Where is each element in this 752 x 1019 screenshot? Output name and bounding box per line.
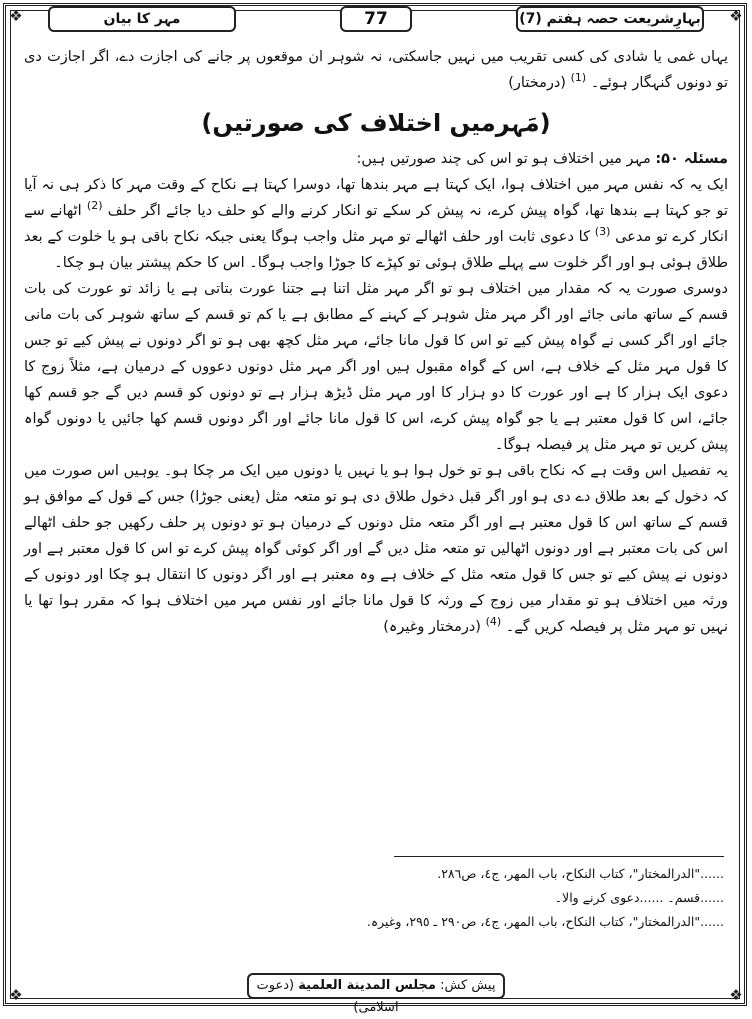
paragraph-1: ایک یہ کہ نفس مہر میں اختلاف ہوا، ایک کہتا ہے مہر بندھا تھا، دوسرا کہتا ہے نکاح کے وقت مہر کا ذکر ہی نہ آیا تو جو کہتا ہے بندھا تھا، گواہ پیش کرے، نہ پیش کر سکے تو انکار کرنے والے کو حلف دیا جائے اگر حلف $^{(2)}$ اٹھانے سے انکار کرے تو مدعی $^{(3)}$ کا دعوی ثابت اور حلف اٹھالے تو مہر مثل واجب ہوگا یعنی جبکہ نکاح باقی ہو یا خلوت کے بعد طلاق ہوئی ہو اور اگر خلوت سے پہلے طلاق ہوئی تو کپڑے کا جوڑا واجب ہوگا۔ اس کا حکم پیشتر بیان ہو چکا۔ (24, 177, 729, 271)
footnote-ref: (2) (86, 199, 103, 213)
footnote-2: ......قسم۔ ......دعوی کرنے والا۔ (554, 890, 724, 905)
masala-paragraph: مسئلہ ۵۰: مہر میں اختلاف ہو تو اس کی چند صورتیں ہیں: (356, 151, 728, 167)
chapter-title-box: مہر کا بیان (48, 6, 236, 32)
page-footer (247, 973, 505, 1015)
page-number: 77 (340, 6, 412, 32)
page-body (24, 44, 728, 640)
footnotes (28, 862, 724, 934)
masala-label: مسئلہ ۵۰: (655, 151, 728, 167)
corner-ornament-icon: ❖ (729, 986, 743, 1004)
footnote-ref: (3) (594, 225, 611, 239)
source-citation: (درمختار وغیرہ) (383, 619, 481, 635)
footnote-1: ......"الدرالمختار"، کتاب النکاح، باب المھر، ج٤، ص٢٨٦. (437, 866, 724, 881)
paragraph-3: یہ تفصیل اس وقت ہے کہ نکاح باقی ہو تو خول ہوا ہو یا نہیں یا دونوں میں ایک مر چکا ہو۔ یوہیں اس صورت میں کہ دخول کے بعد طلاق دے دی ہو اور اگر قبل دخول طلاق دی ہو تو متعہ مثل (یعنی جوڑا) جس کے قول کے موافق ہو قسم کے ساتھ اس کا قول معتبر ہے اور اگر متعہ مثل دونوں کے درمیان ہو تو دونوں پر حلف رکھیں جو حلف اٹھالے اس کی بات معتبر ہے اور دونوں اٹھالیں تو متعہ مثل دیں گے اور اگر کوئی گواہ پیش کرے تو اس کا قول معتبر ہے اور دونوں نے پیش کیے تو جس کا قول متعہ مثل کے خلاف ہے وہ معتبر ہے اور اگر دونوں کا انتقال ہو چکا اور دونوں کے ورثہ میں اختلاف ہو تو مقدار میں زوج کے ورثہ کا قول مانا جائے اور نفس مہر میں اختلاف ہوا کہ مقرر ہوا تھا یا نہیں تو مہر مثل پر فیصلہ کریں گے۔ $^{(4)}$ (درمختار وغیرہ) (24, 463, 728, 635)
paragraph-2: دوسری صورت یہ کہ مقدار میں اختلاف ہو تو اگر مہر مثل اتنا ہے جتنا عورت بتاتی ہے یا زائد تو عورت کی بات قسم کے ساتھ مانی جائے اور اگر مہر مثل شوہر کے کہنے کے مطابق ہے یا کم تو قسم کے ساتھ شوہر کی بات مانی جائے اور اگر کسی نے گواہ پیش کیے تو اس کا قول مانا جائے، مہر مثل کچھ بھی ہو تو اگر دونوں نے پیش کیے تو جس کا قول مہر مثل کے خلاف ہے، اس کے گواہ مقبول ہیں اور اگر مہر مثل دونوں دعووں کے درمیان ہے، مثلاً زوج کا دعوی ایک ہزار کا ہے اور عورت کا دو ہزار کا اور مہر مثل ڈیڑھ ہزار ہے تو دونوں کو قسم دیں گے جو قسم کھا جائے، اس کا قول معتبر ہے یا جو گواہ پیش کرے، اس کا قول مانا جائے اور اگر دونوں قسم کھا جائیں یا دونوں گواہ پیش کریں تو مہر مثل پر فیصلہ ہوگا۔ (24, 281, 728, 453)
footnote-divider (394, 856, 724, 857)
footnote-ref: (1) (570, 71, 587, 85)
book-title-box: بہارِشریعت حصہ ہفتم (7) (516, 6, 704, 32)
footer-suffix: (دعوت اسلامی) (256, 978, 399, 1015)
page-header (48, 6, 704, 32)
corner-ornament-icon: ❖ (9, 7, 23, 25)
corner-ornament-icon: ❖ (729, 7, 743, 25)
footer-organization: مجلس المدينة العلمية (298, 978, 436, 993)
source-citation: (درمختار) (508, 75, 566, 91)
corner-ornament-icon: ❖ (9, 986, 23, 1004)
footnote-ref: (4) (485, 615, 502, 629)
footnote-3: ......"الدرالمختار"، کتاب النکاح، باب المھر، ج٤، ص٢٩٠ ـ ٢٩٥، وغیرہ. (366, 914, 724, 929)
footer-prefix: پیش کش: (440, 978, 496, 993)
section-title: (مَہرمیں اختلاف کی صورتیں) (201, 109, 551, 137)
intro-paragraph: یہاں غمی یا شادی کی کسی تقریب میں نہیں جاسکتی، نہ شوہر ان موقعوں پر جانے کی اجازت دے، اگر اجازت دی تو دونوں گنہگار ہوئے۔ $^{(1)}$ (درمختار) (24, 49, 728, 91)
